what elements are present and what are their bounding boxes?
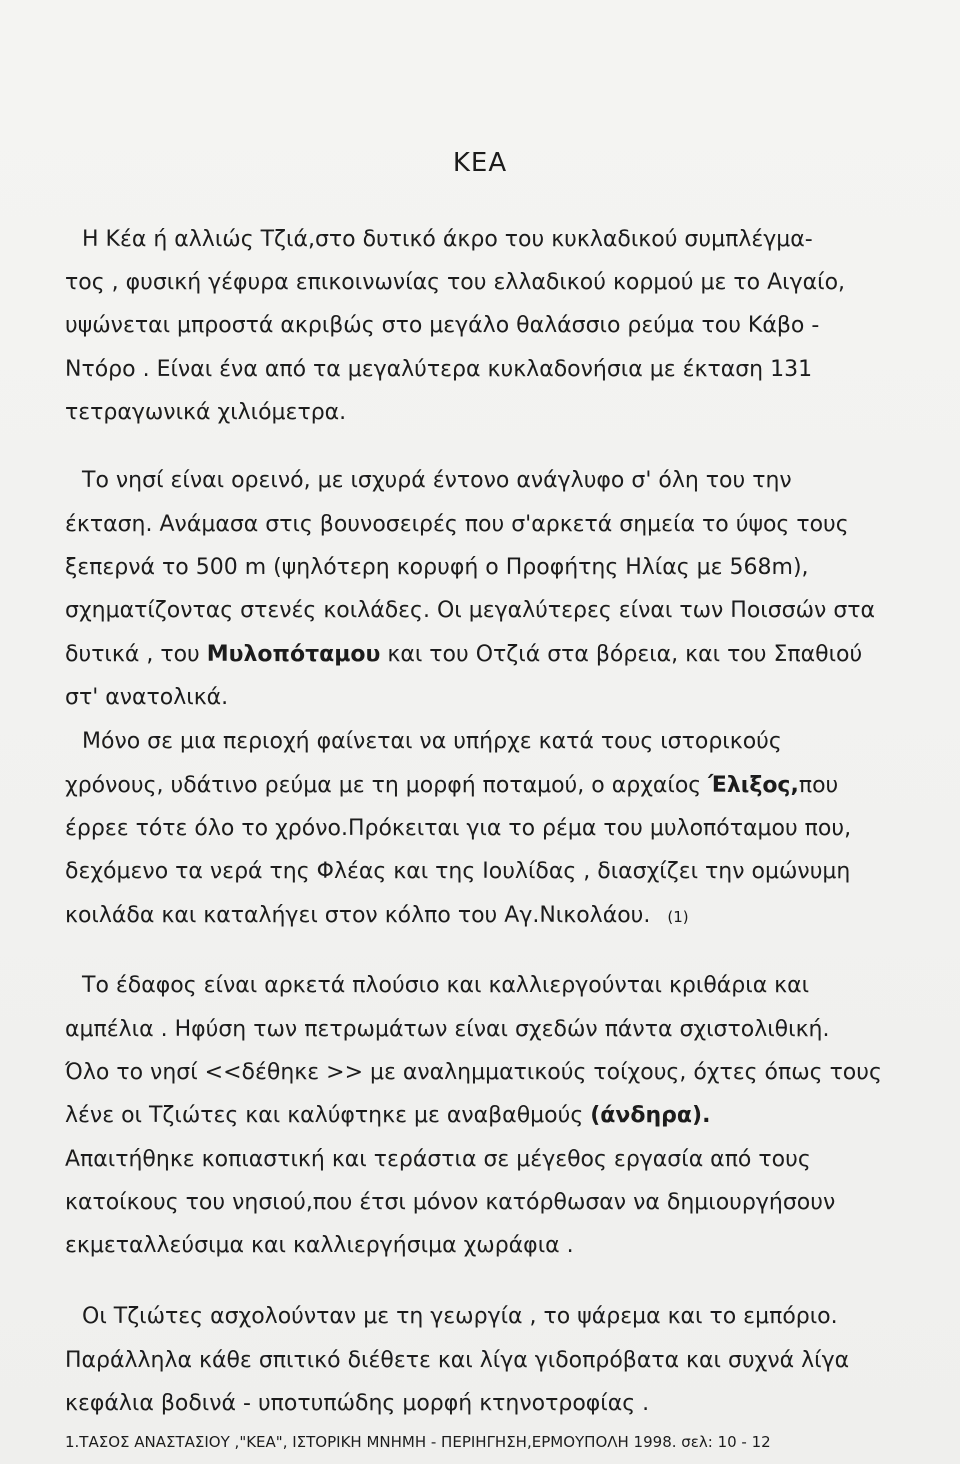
paragraph-1-line-2: τος , φυσική γέφυρα επικοινωνίας του ελλαδικού κορμού με το Αιγαίο, <box>65 270 846 295</box>
footnote: 1.ΤΑΣΟΣ ΑΝΑΣΤΑΣΙΟΥ ,"ΚΕΑ", ΙΣΤΟΡΙΚΗ ΜΝΗΜΗ - ΠΕΡΙΗΓΗΣΗ,ΕΡΜΟΥΠΟΛΗ 1998. σελ: 10 - 12 <box>65 1433 771 1451</box>
line-text: λένε οι Τζιώτες και καλύφτηκε με αναβαθμούς <box>65 1103 584 1128</box>
paragraph-5-line-1: Οι Τζιώτες ασχολούνταν με τη γεωργία , το ψάρεμα και το εμπόριο. <box>82 1304 838 1329</box>
paragraph-5-line-2: Παράλληλα κάθε σπιτικό διέθετε και λίγα γιδοπρόβατα και συχνά λίγα <box>65 1348 850 1373</box>
bold-term-mylopotamos: Μυλοπόταμου <box>206 642 381 667</box>
paragraph-3-line-1: Μόνο σε μια περιοχή φαίνεται να υπήρχε κατά τους ιστορικούς <box>82 729 782 754</box>
paragraph-1-line-5: τετραγωνικά χιλιόμετρα. <box>65 400 347 425</box>
line-text: κοιλάδα και καταλήγει στον κόλπο του Αγ.Νικολάου. <box>65 903 651 928</box>
paragraph-4-line-1: Το έδαφος είναι αρκετά πλούσιο και καλλιεργούνται κριθάρια και <box>82 973 810 998</box>
paragraph-2-line-2: έκταση. Ανάμασα στις βουνοσειρές που σ'αρκετά σημεία το ύψος τους <box>65 512 849 537</box>
line-text: και του Οτζιά στα βόρεια, και του Σπαθιού <box>387 642 863 667</box>
paragraph-4-line-6: κατοίκους του νησιού,που έτσι μόνον κατόρθωσαν να δημιουργήσουν <box>65 1190 836 1215</box>
paragraph-4-line-2: αμπέλια . Ηφύση των πετρωμάτων είναι σχεδών πάντα σχιστολιθική. <box>65 1017 830 1042</box>
line-text: δυτικά , του <box>65 642 200 667</box>
paragraph-4-line-3: Όλο το νησί <<δέθηκε >> με αναλημματικούς τοίχους, όχτες όπως τους <box>65 1060 882 1085</box>
line-text: χρόνους, υδάτινο ρεύμα με τη μορφή ποταμού, ο αρχαίος <box>65 773 702 798</box>
paragraph-1-line-4: Ντόρο . Είναι ένα από τα μεγαλύτερα κυκλαδονήσια με έκταση 131 <box>65 357 813 382</box>
bold-term-elixos: Έλιξος, <box>708 773 799 798</box>
paragraph-3-line-3: έρρεε τότε όλο το χρόνο.Πρόκειται για το ρέμα του μυλοπόταμου που, <box>65 816 852 841</box>
paragraph-2-line-1: Το νησί είναι ορεινό, με ισχυρά έντονο ανάγλυφο σ' όλη του την <box>82 468 792 493</box>
paragraph-4-line-7: εκμεταλλεύσιμα και καλλιεργήσιμα χωράφια . <box>65 1233 574 1258</box>
paragraph-4-line-4 <box>65 1101 710 1131</box>
paragraph-2-line-6: στ' ανατολικά. <box>65 685 229 710</box>
paragraph-1-line-3: υψώνεται μπροστά ακριβώς στο μεγάλο θαλάσσιο ρεύμα του Κάβο - <box>65 313 820 338</box>
paragraph-3-line-5 <box>65 901 689 932</box>
page-title: KEA <box>452 148 508 178</box>
line-text: που <box>798 773 839 798</box>
bold-term-andira: (άνδηρα). <box>590 1103 711 1128</box>
paragraph-1-line-1: Η Κέα ή αλλιώς Τζιά,στο δυτικό άκρο του κυκλαδικού συμπλέγμα- <box>82 227 813 252</box>
paragraph-3-line-2 <box>65 771 838 801</box>
paragraph-5-line-3: κεφάλια βοδινά - υποτυπώδης μορφή κτηνοτροφίας . <box>65 1391 650 1416</box>
footnote-ref: (1) <box>667 908 689 926</box>
paragraph-2-line-5 <box>65 640 862 670</box>
paragraph-2-line-4: σχηματίζοντας στενές κοιλάδες. Οι μεγαλύτερες είναι των Ποισσών στα <box>65 598 876 623</box>
paragraph-4-line-5: Απαιτήθηκε κοπιαστική και τεράστια σε μέγεθος εργασία από τους <box>65 1147 811 1172</box>
paragraph-2-line-3: ξεπερνά το 500 m (ψηλότερη κορυφή ο Προφήτης Ηλίας με 568m), <box>65 555 809 580</box>
paragraph-3-line-4: δεχόμενο τα νερά της Φλέας και της Ιουλίδας , διασχίζει την ομώνυμη <box>65 859 851 884</box>
